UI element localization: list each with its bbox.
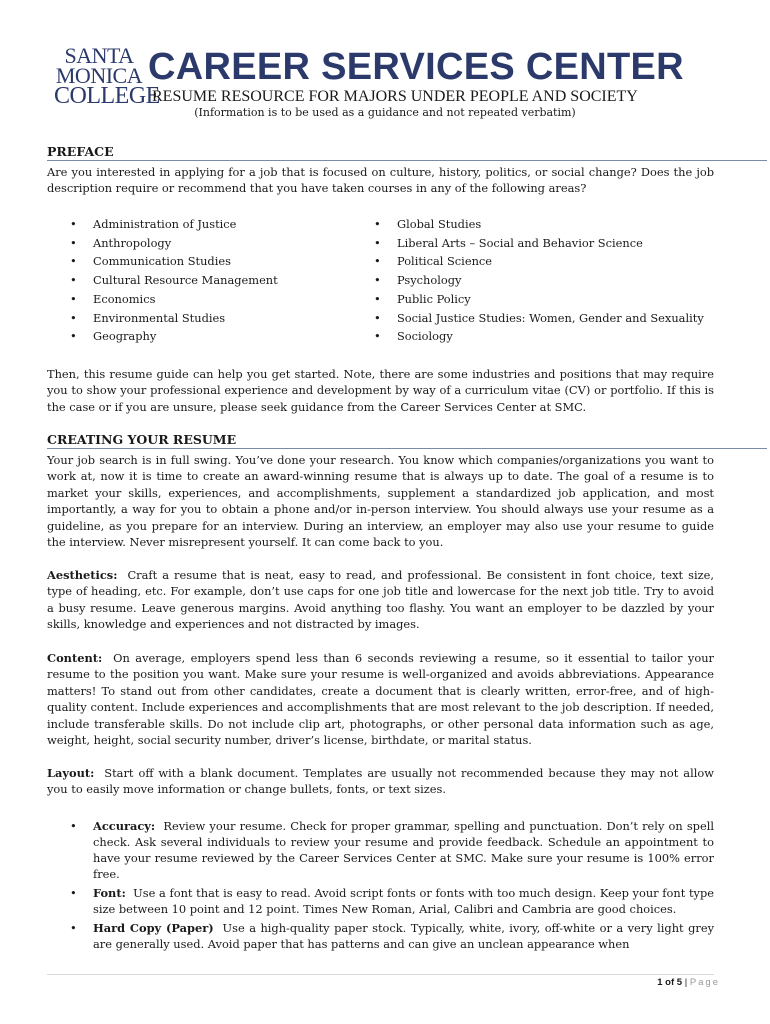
list-item: • Cultural Resource Management xyxy=(70,271,278,290)
preface-divider xyxy=(47,160,767,161)
page-label: Page xyxy=(689,977,720,988)
creating-intro: Your job search is in full swing. You’ve done your research. You know which companies/organizations you want to work at, now it is time to create an award-winning resume that is always up to date. The goal of a resume is to market your skills, experiences, and accomplishments, supplement a standardized job application, and most importantly, a way for you to obtain a phone and/or in-person interview. You should always use your resume as a guideline, as you prepare for an interview. During an interview, an employer may also use your resume to guide the interview. Never misrepresent yourself. It can come back to you. xyxy=(47,453,714,550)
layout-text: Start off with a blank document. Templates are usually not recommended because they may not allow you to easily move information or change bullets, fonts, or text sizes. xyxy=(47,766,714,797)
preface-closing: Then, this resume guide can help you get started. Note, there are some industries and positions that may require you to show your professional experience and development by way of a curriculum vitae (CV) or portfolio. If this is the case or if you are unsure, please seek guidance from the Career Services Center at SMC. xyxy=(47,367,714,414)
list-item: • Anthropology xyxy=(70,234,278,253)
layout-label: Layout: xyxy=(47,766,95,780)
list-item: • Geography xyxy=(70,327,278,346)
footer-divider xyxy=(47,974,714,975)
aesthetics-text: Craft a resume that is neat, easy to read, and professional. Be consistent in font choice, text size, type of heading, etc. For example, don’t use caps for one job title and lowercase for the next job title. Try to avoid a busy resume. Leave generous margins. Avoid anything too flashy. You want an employer to be dazzled by your skills, knowledge and experiences and not distracted by images. xyxy=(47,568,714,632)
preface-heading: PREFACE xyxy=(47,144,114,159)
tip-label: Font: xyxy=(93,886,126,900)
content-paragraph xyxy=(47,650,714,748)
list-item: • Social Justice Studies: Women, Gender and Sexuality xyxy=(374,309,704,328)
footer-separator: | xyxy=(684,977,688,988)
areas-list-right xyxy=(374,215,704,346)
aesthetics-paragraph xyxy=(47,567,714,633)
list-item: • Liberal Arts – Social and Behavior Science xyxy=(374,234,704,253)
list-item: • Environmental Studies xyxy=(70,309,278,328)
list-item: • Political Science xyxy=(374,252,704,271)
list-item: • Communication Studies xyxy=(70,252,278,271)
list-item: • Psychology xyxy=(374,271,704,290)
content-label: Content: xyxy=(47,651,103,665)
layout-paragraph xyxy=(47,765,714,798)
preface-intro: Are you interested in applying for a job that is focused on culture, history, politics, or social change? Does the job description require or recommend that you have taken courses in any of the following areas? xyxy=(47,165,714,196)
tip-text: Use a high-quality paper stock. Typically, white, ivory, off-white or a very light grey are generally used. Avoid paper that has patterns and can give an unclean appearance when xyxy=(93,921,715,951)
creating-divider xyxy=(47,448,767,449)
page-footer xyxy=(657,977,720,988)
list-item: • Economics xyxy=(70,290,278,309)
creating-heading: CREATING YOUR RESUME xyxy=(47,432,237,447)
tip-label: Hard Copy (Paper) xyxy=(93,921,214,935)
college-logo xyxy=(54,43,160,109)
content-text: On average, employers spend less than 6 seconds reviewing a resume, so it essential to tailor your resume to the position you want. Make sure your resume is well-organized and avoids abbreviations. Appearance matters! To stand out from other candidates, create a document that is clearly written, error-free, and of high-quality content. Include experiences and accomplishments that are most relevant to the job description. If needed, include transferable skills. Do not include clip art, photographs, or other personal data information such as age, weight, height, social security number, driver’s license, birthdate, or marital status. xyxy=(47,651,714,748)
list-item xyxy=(70,885,714,917)
usage-note: (Information is to be used as a guidance and not repeated verbatim) xyxy=(194,106,576,119)
list-item: • Global Studies xyxy=(374,215,704,234)
aesthetics-label: Aesthetics: xyxy=(47,568,118,582)
logo-line-1: SANTA xyxy=(64,43,134,68)
page-subtitle: RESUME RESOURCE FOR MAJORS UNDER PEOPLE AND SOCIETY xyxy=(152,88,638,105)
list-item xyxy=(70,920,714,952)
list-item: • Public Policy xyxy=(374,290,704,309)
list-item xyxy=(70,818,714,882)
list-item: • Sociology xyxy=(374,327,704,346)
logo-line-3: COLLEGE xyxy=(54,82,160,109)
page-number: 1 of 5 xyxy=(657,977,683,988)
areas-list-left xyxy=(70,215,278,346)
list-item: • Administration of Justice xyxy=(70,215,278,234)
tip-text: Review your resume. Check for proper grammar, spelling and punctuation. Don’t rely on spell check. Ask several individuals to review your resume and provide feedback. Schedule an appointment to have your resume reviewed by the Career Services Center at SMC. Make sure your resume is 100% error free. xyxy=(93,819,714,881)
page-title: CAREER SERVICES CENTER xyxy=(148,46,684,88)
layout-tips-list xyxy=(70,818,714,955)
tip-label: Accuracy: xyxy=(93,819,156,833)
tip-text: Use a font that is easy to read. Avoid script fonts or fonts with too much design. Keep your font type size between 10 point and 12 point. Times New Roman, Arial, Calibri and Cambria are good choices. xyxy=(93,886,714,916)
logo-line-2: MONICA xyxy=(55,62,143,88)
